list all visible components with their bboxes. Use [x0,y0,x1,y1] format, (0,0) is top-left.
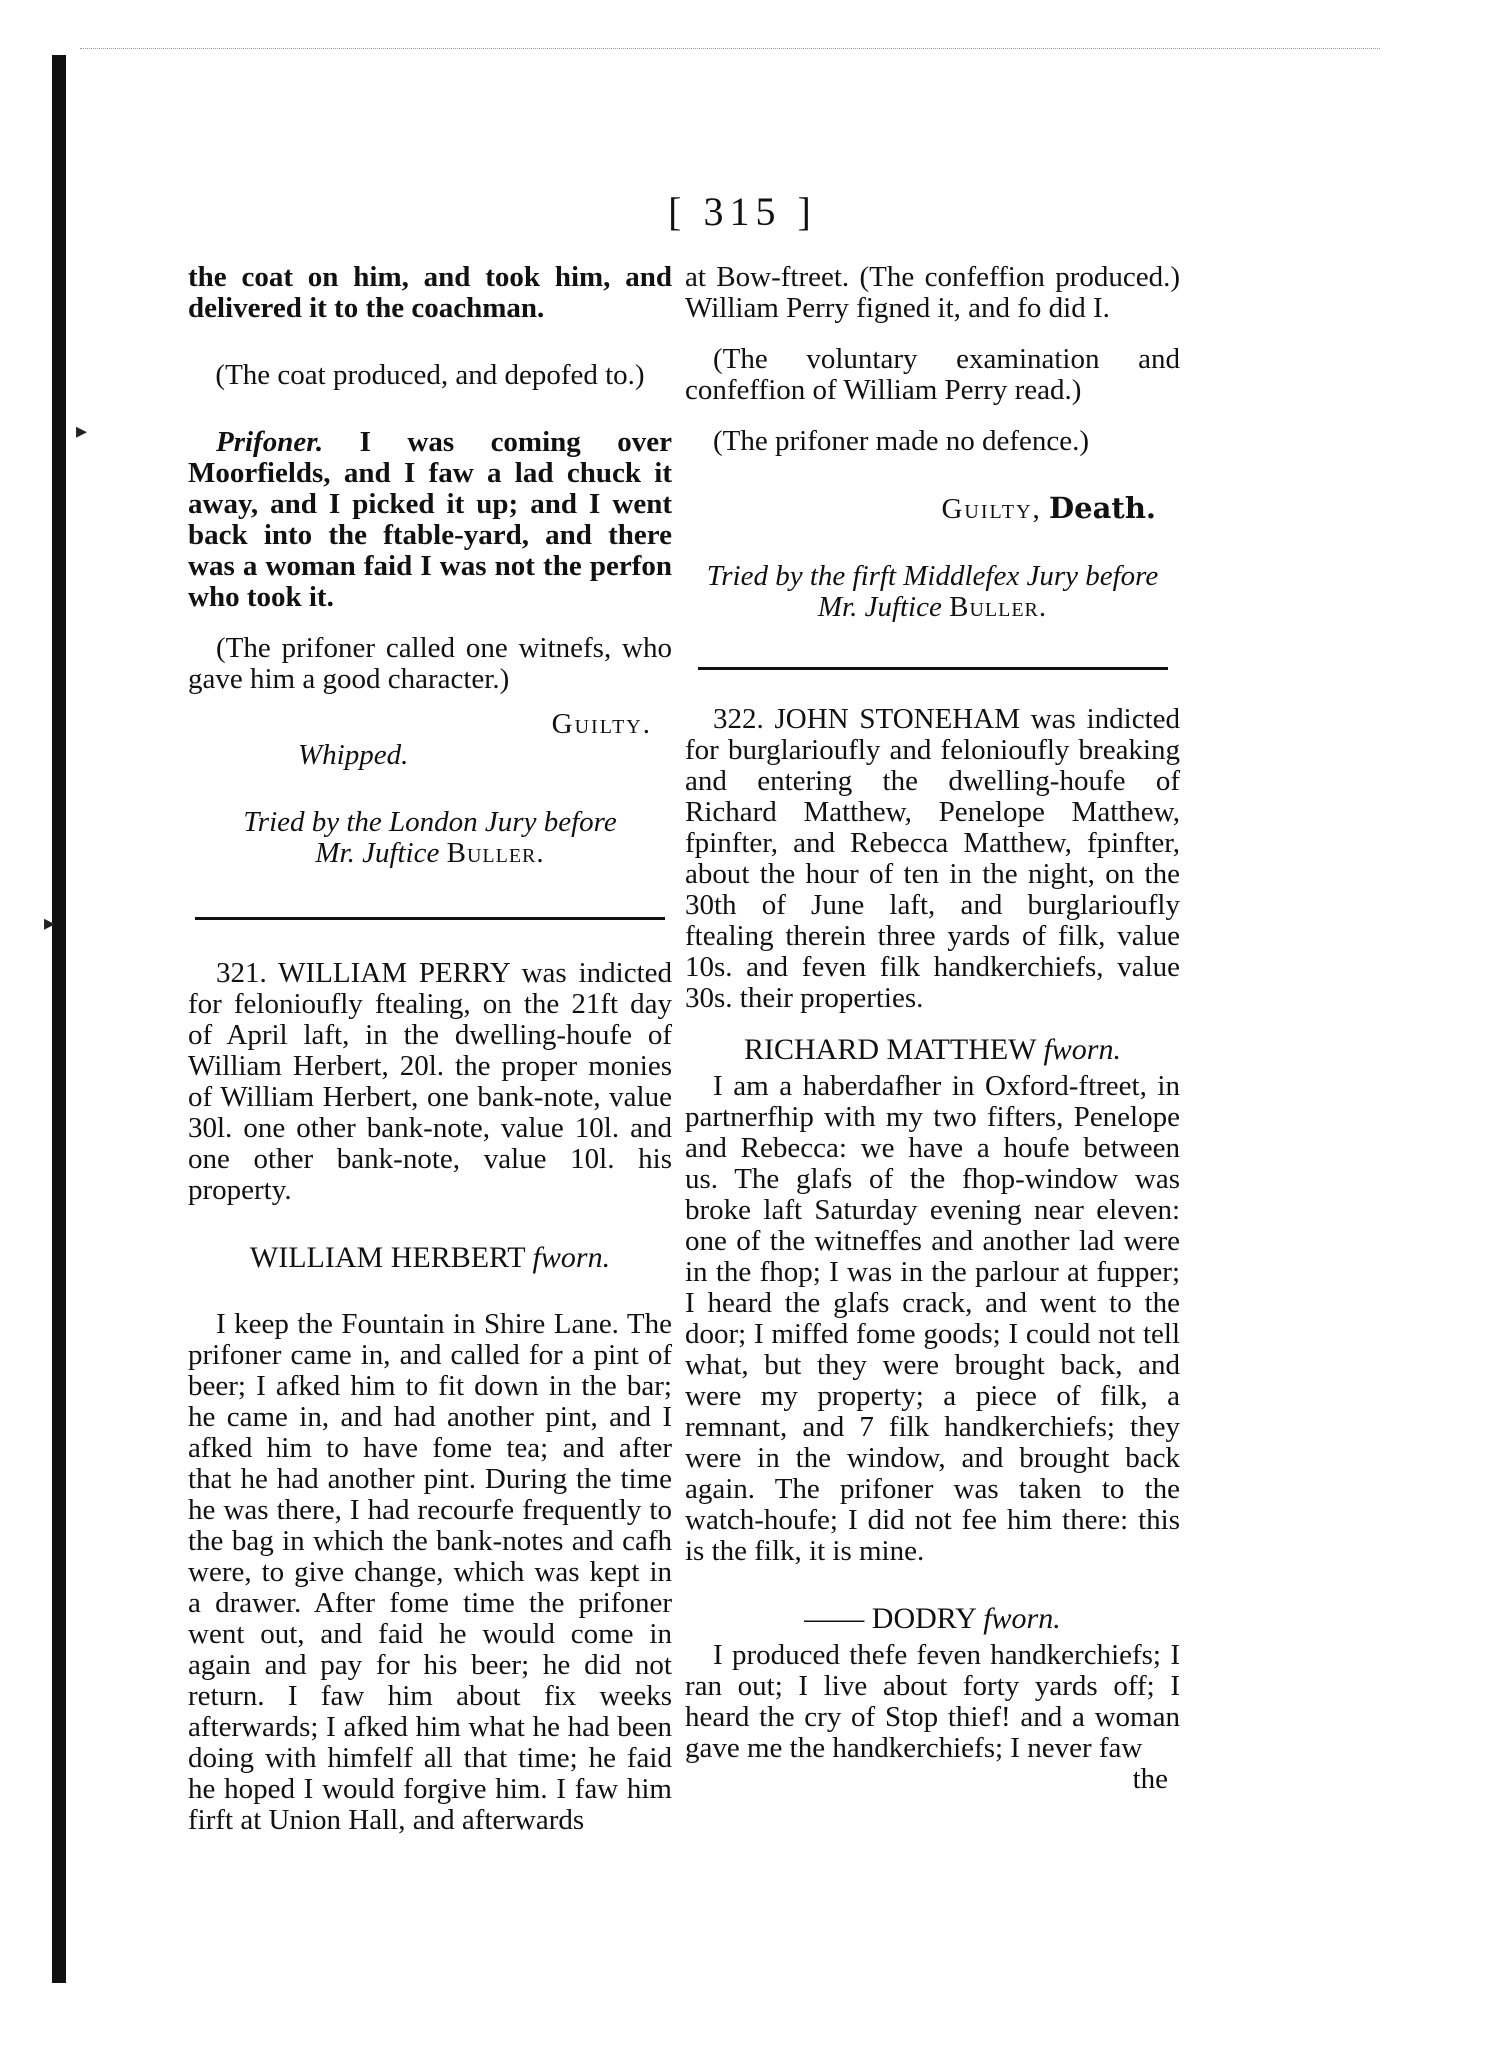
margin-mark: ▸ [76,418,88,443]
sworn-label: fworn. [532,1241,611,1274]
paragraph: (The coat produced, and depofed to.) [215,359,645,391]
testimony: I produced thefe feven handkerchiefs; I ran out; I live about forty yards off; I heard the cry of Stop thief! and a woman gave me the handkerchiefs; I never faw [685,1639,1180,1764]
page-top-edge [80,48,1380,55]
verdict-blackletter: Death. [1049,491,1156,525]
witness-heading [685,1603,1180,1634]
paragraph: at Bow-ftreet. (The confeffion produced.) William Perry figned it, and fo did I. [685,261,1180,324]
sentence: Whipped. [298,739,409,771]
speaker-label: Prifoner. [216,426,324,458]
testimony: I am a haberdafher in Oxford-ftreet, in partnerfhip with my two fifters, Penelope and Rebecca: we have a houfe between us. The glafs of the fhop-window was broke laft Saturday evening near eleven: one of the witneffes and another lad were in the fhop; I was in the parlour at fupper; I heard the glafs crack, and went to the door; I miffed fome goods; I could not tell what, but they were brought back, and were my property; a piece of filk, a remnant, and 7 filk handkerchiefs; they were in the window, and brought back again. The prifoner was taken to the watch-houfe; I did not fee him there: this is the filk, it is mine. [685,1070,1180,1567]
binding-edge [52,55,66,1983]
paragraph: the coat on him, and took him, and delivered it to the coachman. [188,261,672,324]
witness-name: DODRY [871,1602,976,1635]
trial-line [188,838,672,869]
trial-prefix: Mr. Juftice [817,591,942,623]
witness-heading [685,1034,1180,1065]
verdict-text: Guilty, [941,493,1042,525]
case-name: WILLIAM PERRY [278,957,510,989]
case-number: 321. [216,957,267,989]
case-name: JOHN STONEHAM [774,703,1020,735]
right-column [685,262,1180,1795]
case-number: 322. [713,703,764,735]
verdict: Guilty. [551,708,652,740]
judge-name: Buller. [446,837,545,869]
judge-name: Buller. [949,591,1048,623]
witness-name: WILLIAM HERBERT [249,1241,526,1274]
catchword: the [1132,1763,1168,1795]
case-text: was indicted for felonioufly ftealing, on the 21ft day of April laft, in the dwelling-houfe of William Herbert, 20l. the proper monies of William Herbert, one bank-note, value 30l. one other bank-note, value 10l. and one other bank-note, value 10l. his property. [188,957,673,1206]
verdict [685,493,1180,525]
trial-prefix: Mr. Juftice [315,837,440,869]
running-head: [ 315 ] [668,189,817,234]
paragraph: (The voluntary examination and confeffion of William Perry read.) [685,343,1180,406]
paragraph-text: I was coming over Moorfields, and I faw a lad chuck it away, and I picked it up; and I went back into the ftable-yard, and there was a woman faid I was not the perfon who took it. [188,426,672,613]
paragraph: (The prifoner called one witnefs, who gave him a good character.) [188,632,672,695]
witness-name: RICHARD MATTHEW [744,1033,1036,1066]
trial-line [685,592,1180,623]
left-column [188,262,672,1836]
trial-line: Tried by the London Jury before [243,806,617,838]
margin-mark: ▸ [44,910,56,935]
paragraph: (The prifoner made no defence.) [713,425,1089,457]
case-paragraph [685,704,1180,1014]
testimony: I keep the Fountain in Shire Lane. The prifoner came in, and called for a pint of beer; I afked him to fit down in the bar; he came in, and had another pint, and I afked him to have fome tea; and after that he had another pint. During the time he was there, I had recourfe frequently to the bag in which the bank-notes and cafh were, to give change, which was kept in a drawer. After fome time the prifoner went out, and faid he would come in again and pay for his beer; he did not return. I faw him about fix weeks afterwards; I afked him what he had been doing with himfelf all that time; he faid he hoped I would forgive him. I faw him firft at Union Hall, and afterwards [188,1308,672,1836]
sworn-label: fworn. [983,1602,1061,1635]
paragraph [188,427,672,613]
trial-line: Tried by the firft Middlefex Jury before [706,560,1159,592]
witness-heading [188,1242,672,1273]
case-text: was indicted for burglarioufly and felonioufly breaking and entering the dwelling-houfe of Richard Matthew, Penelope Matthew, fpinfter, and Rebecca Matthew, fpinfter, about the hour of ten in the night, on the 30th of June laft, and burglarioufly ftealing therein three yards of filk, value 10s. and feven filk handkerchiefs, value 30s. their properties. [685,703,1181,1014]
sworn-label: fworn. [1043,1033,1121,1066]
witness-dash: —— [804,1602,865,1635]
case-paragraph [188,958,672,1206]
